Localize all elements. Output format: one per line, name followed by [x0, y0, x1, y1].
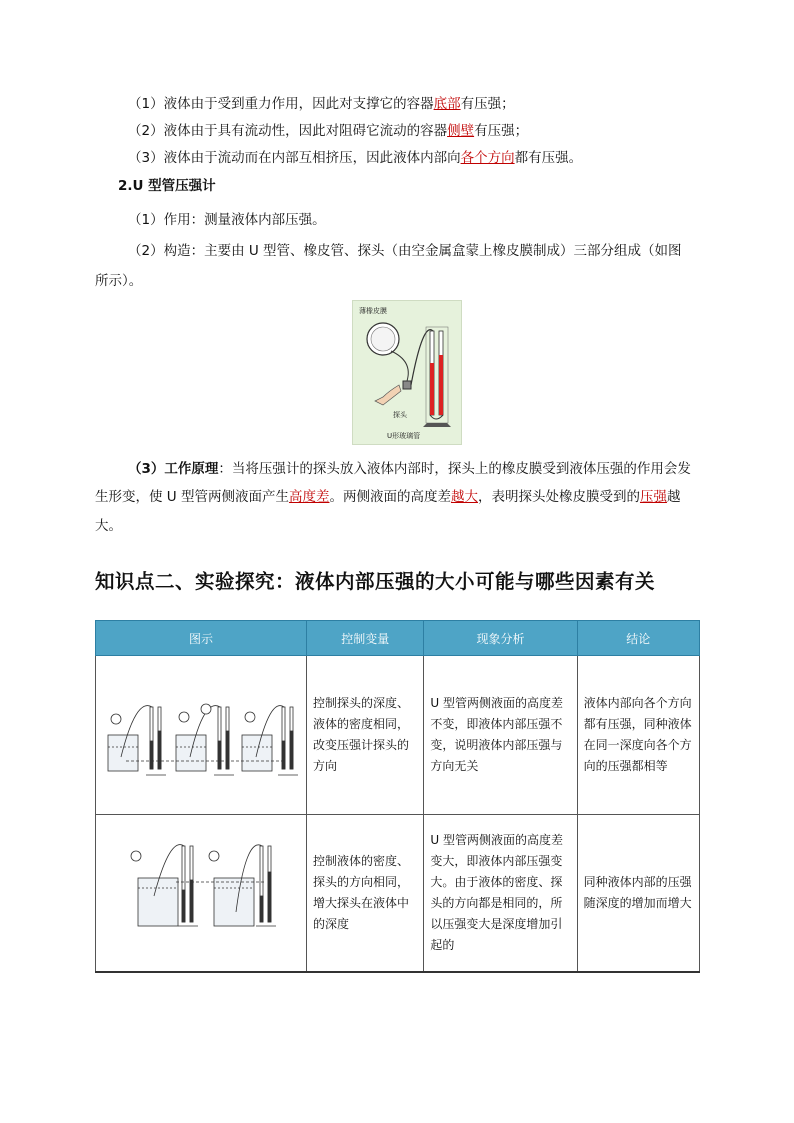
- table-header-row: [96, 621, 700, 656]
- key-term: 各个方向: [460, 150, 515, 166]
- phenomenon-cell: U 型管两侧液面的高度差变大，即液体内部压强变大。由于液体的密度、探头的方向都是相同的，所以压强变大是深度增加引起的: [424, 815, 577, 973]
- label-u-tube: U形玻璃管: [387, 432, 421, 440]
- key-term: 压强: [639, 489, 667, 505]
- figure-cell: [96, 656, 307, 815]
- experiment-table: [95, 620, 700, 973]
- depth-experiment-illustration: [96, 816, 306, 964]
- para-text: 越: [666, 489, 681, 505]
- para-text: （2）液体由于具有流动性，因此对阻碍它流动的容器: [128, 123, 448, 139]
- structure-line-1: （2）构造：主要由 U 型管、橡皮管、探头（由空金属盒蒙上橡皮膜制成）三部分组成（如图: [128, 243, 682, 259]
- direction-experiment-illustration: [96, 657, 306, 807]
- knowledge-point-title: 知识点二、实验探究：液体内部压强的大小可能与哪些因素有关: [95, 570, 656, 593]
- table-row: [96, 815, 700, 973]
- use-line: （1）作用：测量液体内部压强。: [128, 212, 326, 228]
- para-text: （1）液体由于受到重力作用，因此对支撑它的容器: [128, 96, 434, 112]
- control-cell: 控制探头的深度、液体的密度相同，改变压强计探头的方向: [307, 656, 424, 815]
- para-text: 生形变，使 U 型管两侧液面产生: [95, 489, 289, 505]
- conclusion-cell: 同种液体内部的压强随深度的增加而增大: [577, 815, 699, 973]
- header-figure: 图示: [96, 621, 307, 656]
- principle-line-3: 大。: [95, 518, 122, 534]
- section-heading: 2.U 型管压强计: [118, 178, 216, 194]
- label-probe: 探头: [393, 411, 407, 419]
- principle-line-1: [128, 459, 738, 479]
- para-text: 有压强；: [460, 96, 515, 112]
- header-control: 控制变量: [307, 621, 424, 656]
- para-bottom-pressure: [128, 94, 738, 114]
- header-conclusion: 结论: [577, 621, 699, 656]
- manometer-illustration: [353, 301, 461, 444]
- figure-cell: [96, 815, 307, 973]
- para-text: （3）液体由于流动而在内部互相挤压，因此液体内部向: [128, 150, 461, 166]
- conclusion-cell: 液体内部向各个方向都有压强，同种液体在同一深度向各个方向的压强都相等: [577, 656, 699, 815]
- principle-label: （3）工作原理: [128, 461, 219, 477]
- header-phenomenon: 现象分析: [424, 621, 577, 656]
- phenomenon-cell: U 型管两侧液面的高度差不变，即液体内部压强不变，说明液体内部压强与方向无关: [424, 656, 577, 815]
- para-side-pressure: [128, 121, 738, 141]
- key-term: 侧壁: [447, 123, 475, 139]
- para-all-directions: [128, 148, 738, 168]
- para-text: 都有压强。: [514, 150, 583, 166]
- key-term: 越大: [450, 489, 478, 505]
- control-cell: 控制液体的密度、探头的方向相同，增大探头在液体中的深度: [307, 815, 424, 973]
- table-row: [96, 656, 700, 815]
- key-term: 底部: [433, 96, 461, 112]
- structure-line-2: 所示）。: [95, 273, 143, 289]
- para-text: 。两侧液面的高度差: [329, 489, 451, 505]
- u-tube-manometer-figure: [352, 300, 462, 445]
- para-text: ，表明探头处橡皮膜受到的: [477, 489, 640, 505]
- principle-line-2: [95, 487, 705, 507]
- key-term: 高度差: [288, 489, 330, 505]
- para-text: ：当将压强计的探头放入液体内部时，探头上的橡皮膜受到液体压强的作用会发: [218, 461, 691, 477]
- label-membrane: 薄橡皮膜: [359, 307, 387, 315]
- para-text: 有压强；: [474, 123, 529, 139]
